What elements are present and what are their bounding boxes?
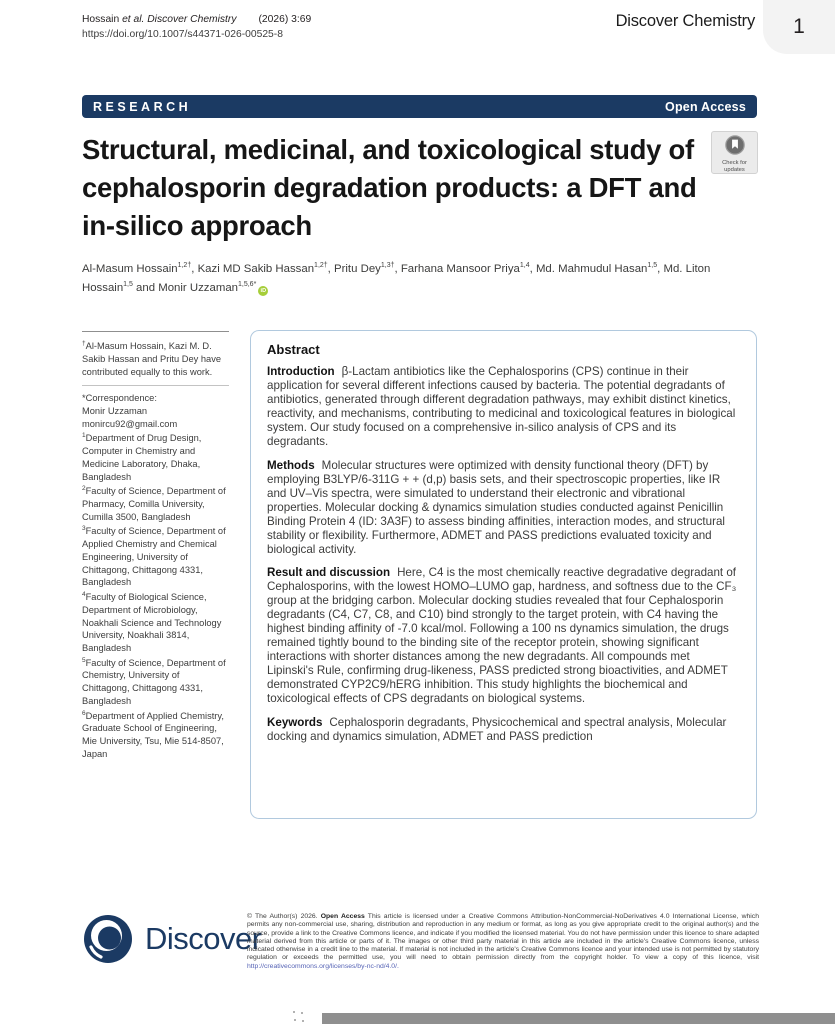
license-open-access-label: Open Access [320,913,365,920]
abstract-heading: Abstract [267,342,320,357]
author-name: Kazi MD Sakib Hassan [197,262,315,275]
abstract-paragraph: Result and discussion Here, C4 is the most chemically reactive degradative degradant of Cephalosporins, with the lowest HOMO–LUMO gap, hardness, and softness due to the CF₃ group at the bridging carbon. Molecular docking studies revealed that four Cephalosporin degradants (C4, C7, C8, and C10) bind strongly to the target protein, with C4 having the highest binding affinity of -7.0 kcal/mol. Following a 100 ns dynamics simulation, the drugs remained tightly bound to the binding site of the receptor protein, showing significant interactions with shorter distances among the new degradants. All compounds met Lipinski's Rule, confirming drug-likeness, PASS predicted strong bioactivities, and ADMET demonstrated CYP2C9/hERG inhibition. This study highlights the biochemical and toxicological effects of CPS degradants on biological systems. [267,566,737,705]
author-name: Monir Uzzaman [158,282,238,295]
abstract-section-label: Methods [267,458,315,472]
author-name: Al-Masum Hossain [82,262,178,275]
license-body: This article is licensed under a Creative Commons Attribution-NonCommercial-NoDerivatives 4.0 International License, which permits any non-commercial use, sharing, distribution and reproduction in any medium or format, as long as you give appropriate credit to the original author(s) and the source, provide a link to the Creative Commons licence, and indicate if you modified the licensed material. You do not have permission under this licence to share adapted material derived from this article or parts of it. The images or other third party material in this article are included in the article's Creative Commons licence, unless indicated otherwise in a credit line to the material. If material is not included in the article's Creative Commons licence and your intended use is not permitted by statutory regulation or exceeds the permitted use, you will need to obtain permission directly from the copyright holder. To view a copy of this licence, visit [247,913,759,962]
citation-line: Hossain et al. Discover Chemistry (2026) 3:69 [82,14,312,25]
license-link[interactable]: http://creativecommons.org/licenses/by-nc-nd/4.0/. [247,962,399,970]
equal-contribution-note: †Al-Masum Hossain, Kazi M. D. Sakib Hassan and Pritu Dey have contributed equally to this work. [82,340,222,377]
drag-handle-dots [293,1011,307,1023]
check-badge-line1: Check for [722,160,747,166]
publisher-wordmark: Discover [145,921,262,956]
page-title: Structural, medicinal, and toxicological study of cephalosporin degradation products: a DFT and in-silico approach [82,134,697,241]
abstract-section-label: Introduction [267,365,335,378]
author-name: Pritu Dey [334,262,381,275]
author-affiliation-marker: 1,5 [647,262,658,269]
correspondence-name: Monir Uzzaman [82,405,148,416]
author-affiliation-marker: 1,2† [177,262,192,269]
article-type-label: RESEARCH [93,99,192,114]
abstract-paragraph: Keywords Cephalosporin degradants, Physicochemical and spectral analysis, Molecular docking and dynamics simulation, ADMET and PASS prediction [267,715,727,743]
sidebar-footnotes [82,331,229,760]
check-badge-line2: updates [724,166,745,173]
author-affiliation-marker: 1,4 [519,262,530,269]
affiliation-item: $^2$Faculty of Science, Department of Pharmacy, Comilla University, Cumilla 3500, Bangladesh [82,485,226,522]
doi-link[interactable]: https://doi.org/10.1007/s44371-026-00525-8 [82,28,283,40]
article-type-banner [82,95,757,118]
citation-journal: et al. Discover Chemistry [122,14,237,25]
affiliation-item: $^3$Faculty of Science, Department of Applied Chemistry and Chemical Engineering, University of Chittagong, Chittagong 4331, Bangladesh [82,525,226,588]
journal-name: Discover Chemistry [615,12,755,30]
correspondence-email-link[interactable]: monircu92@gmail.com [82,418,178,429]
affiliation-item: $^5$Faculty of Science, Department of Chemistry, University of Chittagong, Chittagong 4331, Bangladesh [82,656,226,706]
abstract-section-label: Keywords [267,715,323,729]
correspondence-label: *Correspondence: [82,393,157,404]
author-list: Al-Masum Hossain$^{1,2\dagger}$, Kazi MD Sakib Hassan$^{1,2\dagger}$, Pritu Dey$^{1,3\dagger}$, Farhana Mansoor Priya$^{1,4}$, Md. Mahmudul Hasan$^{1,5}$, Md. Liton Hossain$^{1,5}$ and Monir Uzzaman$^{1,5,6*}$iD [82,262,711,295]
abstract-paragraph: Methods Molecular structures were optimized with density functional theory (DFT) by employing B3LYP/6-311G + + (d,p) basis sets, and their spectroscopic properties, like IR and UV–Vis spectra, were simulated to understand their electronic and vibrational properties. Molecular docking & dynamics simulation studies conducted against Penicillin Binding Protein 4 (ID: 3A3F) to assess binding affinities, interaction modes, and structural stability or flexibility. Furthermore, ADMET and PASS predictions evaluated toxicity and biological activity. [267,458,725,556]
author-name: Md. Liton Hossain [82,262,711,295]
author-affiliation-marker: 1,5,6* [238,281,257,289]
publisher-logo [82,913,262,965]
affiliation-item: $^1$Department of Drug Design, Computer in Chemistry and Medicine Laboratory, Dhaka, Bangladesh [82,432,202,482]
sidebar-divider [82,385,229,386]
affiliation-list [82,430,229,760]
author-name: Farhana Mansoor Priya [400,262,520,275]
affiliation-item: $^6$Department of Applied Chemistry, Graduate School of Engineering, Mie University, Tsu, Mie 514-8507, Japan [82,709,224,759]
abstract-section-label: Result and discussion [267,566,391,579]
bottom-scrollbar[interactable] [322,1013,835,1024]
license-copyright: © The Author(s) 2026. [247,913,321,920]
crossmark-bookmark-icon [725,135,745,155]
orcid-icon[interactable]: iD [258,286,268,296]
license-text [247,913,759,971]
author-affiliation-marker: 1,2† [314,262,328,269]
author-name: Md. Mahmudul Hasan [535,262,648,275]
abstract-paragraph: Introduction β-Lactam antibiotics like the Cephalosporins (CPS) continue in their application for several different infections caused by bacteria. The potential degradants of antibiotics, generated through different degradation pathways, may exhibit distinct kinetics, reactivity, and mechanisms, contributing to medicinal and toxicological features in biological system. Our study focused on a comprehensive in-silico analysis of CPS and its degradants. [267,365,736,448]
page-number-badge: 1 [763,0,835,54]
author-affiliation-marker: 1,5 [123,281,133,289]
open-access-label: Open Access [665,99,746,114]
check-for-updates-badge[interactable] [711,131,758,174]
abstract-box [250,330,757,819]
affiliation-item: $^4$Faculty of Biological Science, Department of Microbiology, Noakhali Science and Technology University, Noakhali 3814, Bangladesh [82,591,222,653]
discover-swirl-icon [82,913,134,965]
header-citation [82,13,311,42]
author-affiliation-marker: 1,3† [380,262,395,269]
citation-ref: (2026) 3:69 [258,14,312,25]
